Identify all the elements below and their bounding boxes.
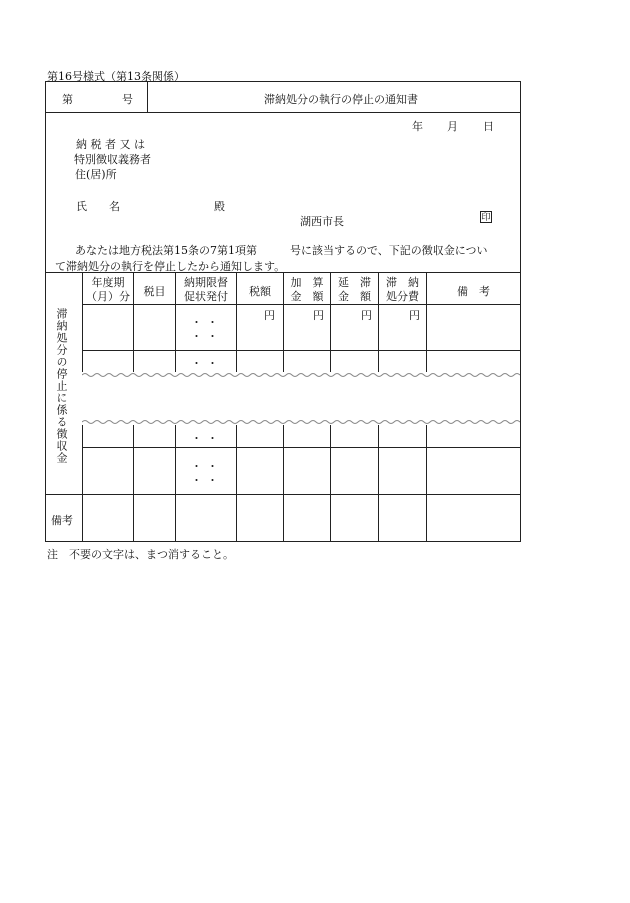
date-dot: ・ xyxy=(207,474,218,487)
taxpayer-label: 納 税 者 又 は xyxy=(76,138,145,151)
table-break-gap xyxy=(82,376,520,422)
date-dot: ・ xyxy=(191,316,202,329)
form-title: 滞納処分の執行の停止の通知書 xyxy=(264,93,418,106)
form-number: 第16号様式（第13条関係） xyxy=(47,70,185,83)
date-day: 日 xyxy=(483,120,494,133)
special-collector-label: 特別徴収義務者 xyxy=(74,153,151,166)
col-header-period: 年度期 （月）分 xyxy=(86,276,130,303)
notice-body-line-1: あなたは地方税法第15条の7第1項第 号に該当するので、下記の徴収金につい xyxy=(75,244,488,257)
yen-disposition-cost: 円 xyxy=(409,309,420,322)
date-dot: ・ xyxy=(207,460,218,473)
issuer-name: 湖西市長 xyxy=(300,215,344,228)
side-label-collected-amount: 滞納処分の停止に係る徴収金 xyxy=(55,308,68,464)
col-header-due-date: 納期限督 促状発付 xyxy=(184,276,228,303)
col-header-tax-item: 税目 xyxy=(143,285,166,298)
date-year: 年 xyxy=(412,120,423,133)
date-dot: ・ xyxy=(191,330,202,343)
date-dot: ・ xyxy=(191,460,202,473)
col-header-remarks: 備 考 xyxy=(457,285,490,298)
remarks-row-label: 備考 xyxy=(51,514,73,527)
footer-note: 注 不要の文字は、まつ消すること。 xyxy=(47,548,234,561)
date-dot: ・ xyxy=(191,432,202,445)
date-dot: ・ xyxy=(191,474,202,487)
col-header-additional-amount: 加 算 金 額 xyxy=(290,276,324,303)
col-header-tax-amount: 税額 xyxy=(249,285,271,298)
number-label-second: 号 xyxy=(122,93,133,106)
date-dot: ・ xyxy=(207,316,218,329)
address-label: 住(居)所 xyxy=(75,168,117,181)
date-dot: ・ xyxy=(207,432,218,445)
yen-additional-amount: 円 xyxy=(313,309,324,322)
name-label: 氏 名 xyxy=(76,200,120,213)
number-label-first: 第 xyxy=(62,93,73,106)
date-month: 月 xyxy=(447,120,458,133)
break-bottom-edge xyxy=(82,419,520,425)
seal-stamp: 印 xyxy=(481,213,491,223)
yen-tax-amount: 円 xyxy=(264,309,275,322)
col-header-delinquency-amount: 延 滞 金 額 xyxy=(338,276,371,303)
yen-delinquency-amount: 円 xyxy=(361,309,372,322)
col-header-disposition-cost: 滞 納 処分費 xyxy=(386,276,419,303)
honorific-dono: 殿 xyxy=(214,200,225,213)
break-top-edge xyxy=(82,372,520,378)
notice-body-line-2: て滞納処分の執行を停止したから通知します。 xyxy=(55,260,286,273)
date-dot: ・ xyxy=(207,330,218,343)
date-dot: ・ xyxy=(207,357,218,370)
date-dot: ・ xyxy=(191,357,202,370)
